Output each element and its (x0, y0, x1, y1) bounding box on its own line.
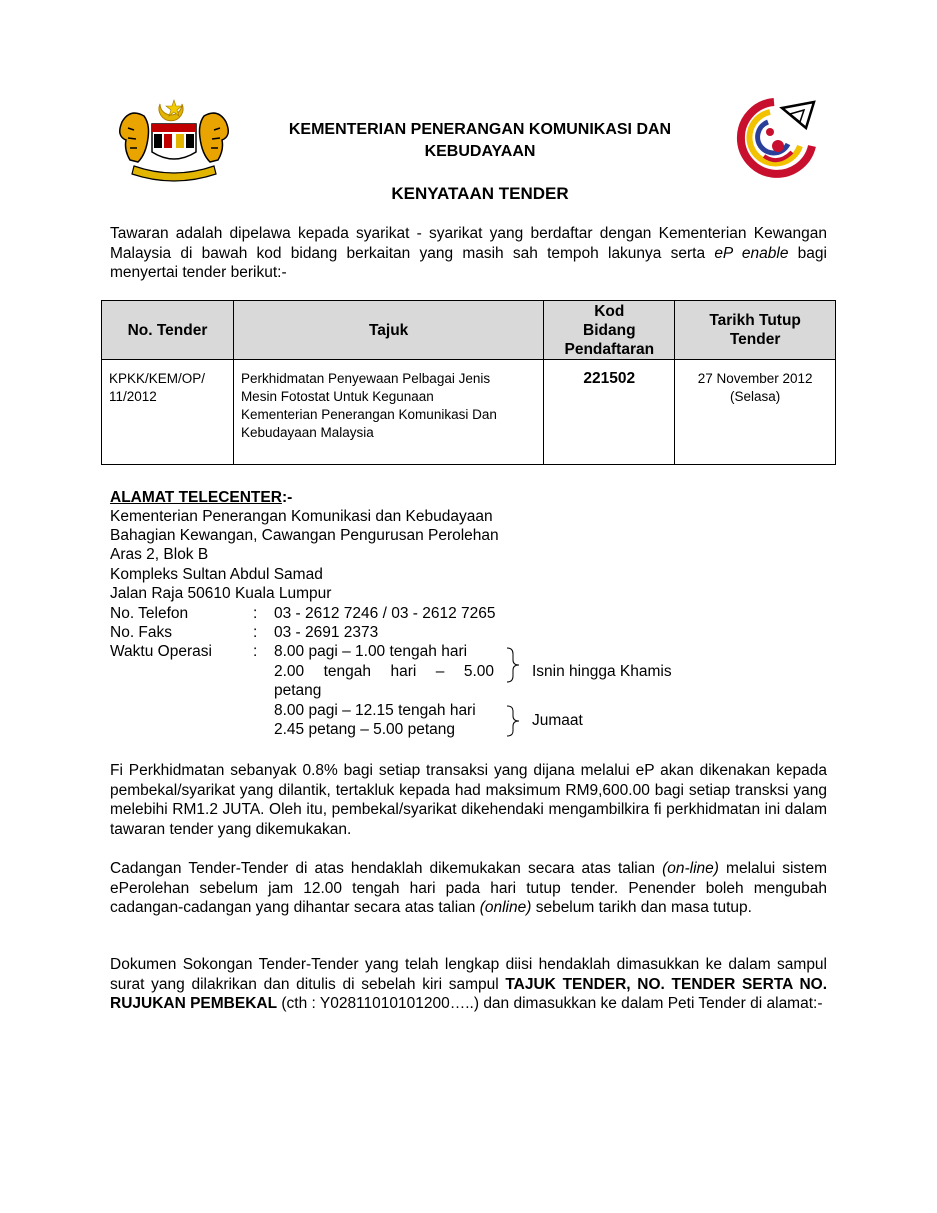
cell-tarikh (675, 360, 836, 465)
tajuk-line3: Kementerian Penerangan Komunikasi Dan (240, 407, 497, 422)
cadangan-text-c: sebelum tarikh dan masa tutup. (531, 899, 752, 916)
intro-ep-enable: eP enable (714, 244, 789, 262)
tajuk-line4: Kebudayaan Malaysia (240, 425, 374, 440)
page-title: KENYATAAN TENDER (391, 184, 569, 203)
faks-colon: : (253, 624, 258, 641)
ministry-logo (734, 96, 824, 186)
address-line-5: Jalan Raja 50610 Kuala Lumpur (110, 585, 332, 602)
header-kod-line1: Kod (594, 302, 625, 320)
header-kod-line2: Bidang (583, 321, 636, 339)
telecenter-heading (110, 488, 292, 508)
address-line-3: Aras 2, Blok B (110, 546, 209, 563)
no-tender-line2: 11/2012 (109, 389, 157, 404)
ministry-name-line2: KEBUDAYAAN (424, 143, 536, 160)
address-line-2: Bahagian Kewangan, Cawangan Pengurusan Perolehan (110, 527, 499, 544)
brace-weekday (505, 646, 521, 684)
intro-text-b: bagi menyertai tender berikut:- (110, 244, 827, 281)
telecenter-heading-suffix: :- (281, 489, 293, 506)
slot-friday-morning: 8.00 pagi – 12.15 tengah hari (274, 702, 476, 719)
tender-table (101, 300, 836, 465)
no-tender-line1: KPKK/KEM/OP/ (109, 371, 206, 386)
tajuk-line2: Mesin Fotostat Untuk Kegunaan (240, 389, 434, 404)
days-friday: Jumaat (532, 712, 583, 729)
address-line-4: Kompleks Sultan Abdul Samad (110, 566, 323, 583)
cell-kod: 221502 (544, 360, 675, 465)
tajuk-line1: Perkhidmatan Penyewaan Pelbagai Jenis (240, 371, 491, 386)
header-kod-line3: Pendaftaran (564, 340, 655, 358)
dokumen-paragraph (110, 955, 827, 1014)
table-row (102, 360, 836, 465)
address-line-1: Kementerian Penerangan Komunikasi dan Kebudayaan (110, 508, 493, 525)
cell-tajuk (233, 360, 543, 465)
faks-label: No. Faks (110, 624, 173, 641)
tarikh-line1: 27 November 2012 (697, 371, 813, 386)
header-kod-bidang (544, 301, 675, 360)
tarikh-line2: (Selasa) (729, 389, 781, 404)
telecenter-heading-text: ALAMAT TELECENTER (110, 489, 282, 506)
slot-weekday-afternoon-cont: petang (274, 682, 322, 699)
faks-value: 03 - 2691 2373 (274, 624, 379, 641)
cadangan-text-a: Cadangan Tender-Tender di atas hendaklah dikemukakan secara atas talian (110, 860, 663, 877)
slot-weekday-morning: 8.00 pagi – 1.00 tengah hari (274, 643, 468, 660)
cadangan-on-line: (on-line) (662, 860, 719, 877)
dokumen-text-b: (cth : Y02811010101200…..) dan dimasukkan ke dalam Peti Tender di alamat:- (277, 995, 823, 1012)
telefon-value: 03 - 2612 7246 / 03 - 2612 7265 (274, 605, 496, 622)
intro-text-a: Tawaran adalah dipelawa kepada syarikat - syarikat yang berdaftar dengan Kementerian Kewangan Malaysia di bawah kod bidang berkaitan yang masih sah tempoh lakunya serta (110, 225, 827, 262)
waktu-label: Waktu Operasi (110, 643, 212, 660)
cadangan-paragraph (110, 859, 827, 918)
brace-friday (505, 704, 521, 738)
waktu-colon: : (253, 643, 258, 660)
dokumen-text-a: Dokumen Sokongan Tender-Tender yang telah lengkap diisi hendaklah dimasukkan ke dalam sampul surat yang dilakrikan dan ditulis di sebelah kiri sampul (110, 956, 827, 993)
coat-of-arms-logo (116, 98, 232, 184)
dokumen-bold: TAJUK TENDER, NO. TENDER SERTA NO. RUJUKAN PEMBEKAL (110, 975, 827, 1012)
days-weekday: Isnin hingga Khamis (532, 663, 672, 680)
intro-paragraph (110, 224, 827, 283)
fee-paragraph: Fi Perkhidmatan sebanyak 0.8% bagi setiap transaksi yang dijana melalui eP akan dikenakan kepada pembekal/syarikat yang dilantik, tertakluk kepada had maksimum RM9,600.00 bagi setiap transksi yang melebihi RM1.2 JUTA. Oleh itu, pembekal/syarikat dikehendaki mengambilkira fi perkhidmatan ini dalam tawaran tender yang dikemukakan. (110, 762, 827, 838)
header-tarikh-line1: Tarikh Tutup (709, 312, 801, 329)
header-no-tender: No. Tender (102, 301, 234, 360)
telefon-colon: : (253, 605, 258, 622)
ministry-name-line1: KEMENTERIAN PENERANGAN KOMUNIKASI DAN (288, 121, 672, 138)
header-tarikh-tutup (675, 301, 836, 360)
header-tarikh-line2: Tender (729, 331, 781, 348)
cadangan-online: (online) (479, 899, 532, 916)
table-header-row (102, 301, 836, 360)
cell-no-tender (102, 360, 234, 465)
slot-weekday-afternoon: 2.00 tengah hari – 5.00 (274, 663, 494, 680)
cadangan-text-b: melalui sistem ePerolehan sebelum jam 12.00 tengah hari pada hari tutup tender. Penender boleh mengubah cadangan-cadangan yang dihantar secara atas talian (110, 860, 828, 916)
header-tajuk: Tajuk (233, 301, 543, 360)
telefon-label: No. Telefon (110, 605, 189, 622)
slot-friday-afternoon: 2.45 petang – 5.00 petang (274, 721, 455, 738)
